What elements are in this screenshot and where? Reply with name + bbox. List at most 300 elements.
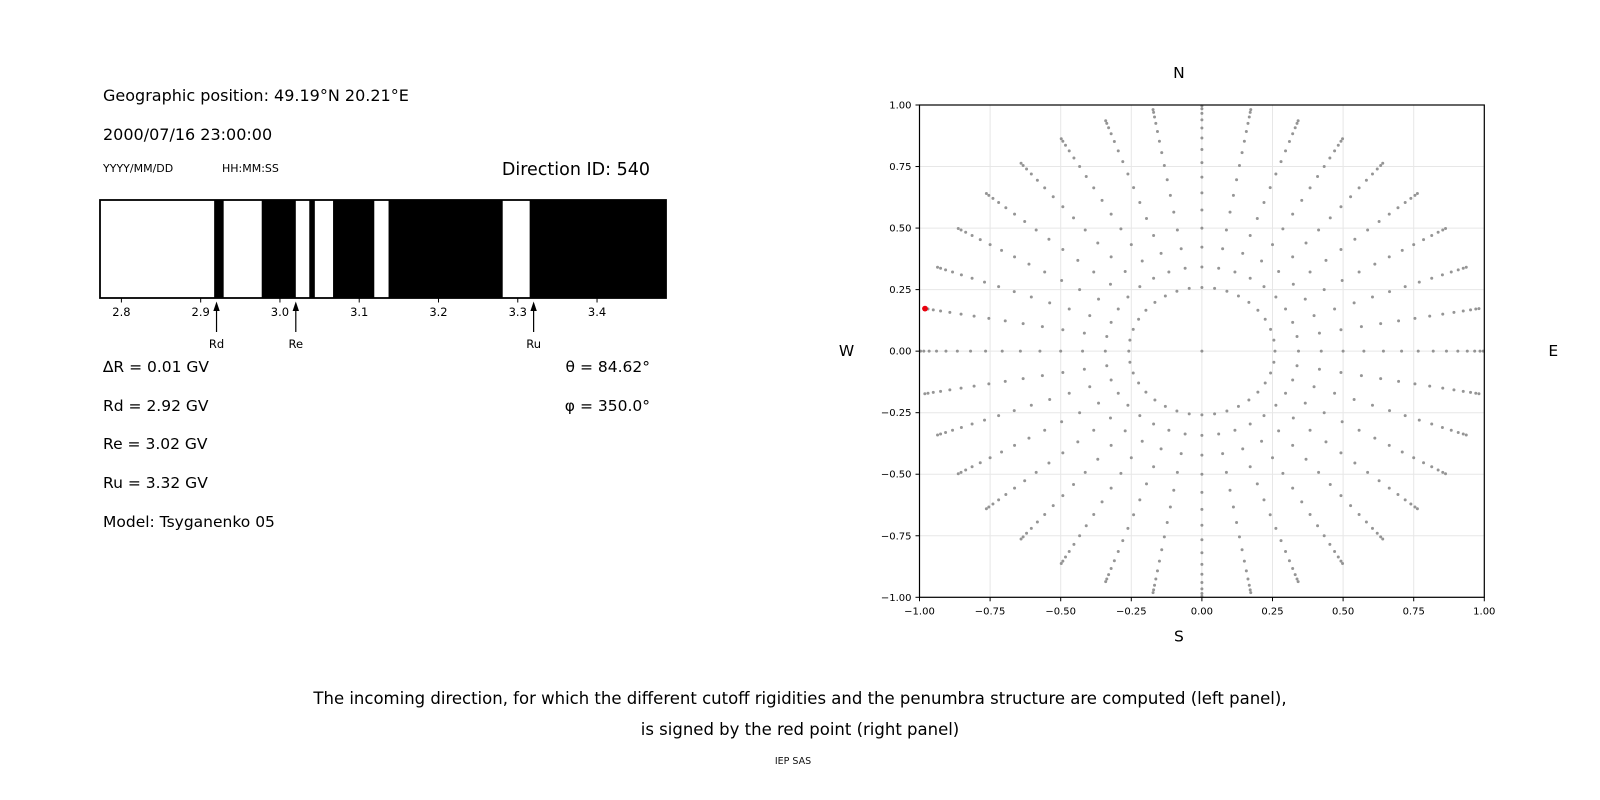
direction-dot [1225, 290, 1228, 293]
direction-dot [1274, 527, 1277, 530]
direction-dot [1365, 521, 1368, 524]
direction-dot [1413, 194, 1416, 197]
direction-dot [1341, 562, 1344, 565]
direction-dot [1324, 440, 1327, 443]
direction-dot [1462, 390, 1465, 393]
direction-dot [1088, 314, 1091, 317]
direction-dot [1249, 111, 1252, 114]
direction-dot [1217, 433, 1220, 436]
x-tick-label: −1.00 [904, 606, 935, 618]
direction-dot [1072, 216, 1075, 219]
direction-dot [1200, 112, 1203, 115]
direction-dot [928, 350, 931, 353]
direction-dot [1366, 471, 1369, 474]
direction-dot [1141, 260, 1144, 263]
direction-dot [1441, 387, 1444, 390]
direction-dot [1200, 563, 1203, 566]
direction-dot [973, 315, 976, 318]
direction-dot [1036, 179, 1039, 182]
direction-dot [1035, 228, 1038, 231]
direction-dot [1465, 266, 1468, 269]
direction-dot [1401, 249, 1404, 252]
direction-dot [987, 194, 990, 197]
cutoff-arrow-label: Rd [208, 337, 225, 351]
direction-dot [1022, 377, 1025, 380]
direction-dot [1109, 417, 1112, 420]
incoming-direction-red-point [922, 306, 928, 312]
direction-dot [1246, 122, 1249, 125]
direction-dot [1180, 247, 1183, 250]
direction-dot [1167, 429, 1170, 432]
direction-dot [1249, 277, 1252, 280]
direction-dot [1353, 398, 1356, 401]
direction-dot [1247, 398, 1250, 401]
compass-east-label: E [1548, 342, 1559, 361]
direction-dot [1200, 581, 1203, 584]
direction-dot [1437, 231, 1440, 234]
direction-dot [1200, 148, 1203, 151]
direction-dot [923, 392, 926, 395]
direction-dot [997, 285, 1000, 288]
direction-dot [1200, 107, 1203, 110]
direction-dot [1324, 259, 1327, 262]
x-tick-label: 3.2 [429, 305, 448, 319]
direction-dot [1323, 411, 1326, 414]
direction-dot [932, 308, 935, 311]
x-tick-label: 2.8 [112, 305, 131, 319]
direction-dot [1339, 494, 1342, 497]
direction-dot [1013, 409, 1016, 412]
direction-dot [960, 273, 963, 276]
direction-dot [927, 392, 930, 395]
direction-dot [1113, 559, 1116, 562]
direction-dot [1153, 584, 1156, 587]
cutoff-arrow-head [213, 302, 219, 312]
direction-dot [1200, 524, 1203, 527]
direction-dot [1413, 317, 1416, 320]
direction-dot [1413, 505, 1416, 508]
direction-dot [1068, 149, 1071, 152]
direction-dot [1160, 252, 1163, 255]
direction-dot [1109, 283, 1112, 286]
direction-dot [957, 227, 960, 230]
delta-r-value: ∆R = 0.01 GV [103, 358, 210, 376]
direction-dot [1141, 440, 1144, 443]
penumbra-band [214, 200, 224, 298]
direction-dot [1388, 444, 1391, 447]
direction-dot [1291, 378, 1294, 381]
direction-dot [1329, 483, 1332, 486]
direction-dot [1328, 156, 1331, 159]
direction-dot [1271, 456, 1274, 459]
direction-dot [1256, 482, 1259, 485]
direction-dot [1269, 186, 1272, 189]
direction-dot [1316, 175, 1319, 178]
direction-dot [1061, 451, 1064, 454]
direction-dot [1200, 473, 1203, 476]
direction-dot [1430, 277, 1433, 280]
direction-dot [1381, 162, 1384, 165]
direction-dot [1166, 178, 1169, 181]
direction-dot [1180, 452, 1183, 455]
direction-dot [1304, 298, 1307, 301]
direction-dot [1107, 573, 1110, 576]
direction-dot [1023, 479, 1026, 482]
direction-dot [1362, 350, 1365, 353]
direction-dot [1030, 404, 1033, 407]
x-tick-label: 3.1 [350, 305, 369, 319]
direction-dot [1030, 172, 1033, 175]
direction-dot [1200, 127, 1203, 130]
direction-dot [1284, 392, 1287, 395]
direction-dot [1060, 279, 1063, 282]
direction-dot [1378, 220, 1381, 223]
direction-dot [1457, 431, 1460, 434]
direction-dot [1200, 208, 1203, 211]
direction-dot [1452, 388, 1455, 391]
direction-dot [1060, 137, 1063, 140]
direction-dot [1262, 285, 1265, 288]
direction-dot [1238, 164, 1241, 167]
direction-dot [1376, 532, 1379, 535]
direction-dot [1020, 537, 1023, 540]
direction-dot [1200, 286, 1203, 289]
direction-dot [1158, 140, 1161, 143]
direction-dot [1164, 405, 1167, 408]
direction-dot [1309, 513, 1312, 516]
direction-dot [1188, 412, 1191, 415]
direction-dot [1113, 140, 1116, 143]
direction-dot [1200, 265, 1203, 268]
direction-dot [1469, 308, 1472, 311]
direction-dot [1200, 161, 1203, 164]
x-tick-label: 0.75 [1402, 606, 1425, 618]
direction-dot [1379, 322, 1382, 325]
compass-south-label: S [1173, 627, 1184, 646]
direction-dot [1249, 423, 1252, 426]
direction-dot [939, 309, 942, 312]
direction-dot [1292, 283, 1295, 286]
direction-dot [1052, 504, 1055, 507]
direction-dot [1333, 550, 1336, 553]
direction-dot [1281, 472, 1284, 475]
direction-dot [971, 234, 974, 237]
direction-dot [1138, 285, 1141, 288]
direction-dot [1256, 391, 1259, 394]
direction-dot [983, 419, 986, 422]
direction-dot [1474, 392, 1477, 395]
direction-dot [969, 350, 972, 353]
time-format-hint: HH:MM:SS [222, 162, 279, 175]
direction-dot [987, 382, 990, 385]
direction-dot [1119, 227, 1122, 230]
direction-dot [1249, 591, 1252, 594]
direction-dot [1221, 247, 1224, 250]
direction-dot [1013, 487, 1016, 490]
direction-dot [1260, 260, 1263, 263]
direction-dot [1333, 308, 1336, 311]
direction-dot [1035, 471, 1038, 474]
direction-dot [1272, 361, 1275, 364]
direction-dot [1444, 472, 1447, 475]
direction-dot [1462, 309, 1465, 312]
direction-dot [1117, 149, 1120, 152]
direction-dot [1353, 462, 1356, 465]
direction-dot [1371, 527, 1374, 530]
direction-dot [1245, 130, 1248, 133]
direction-dot [1412, 456, 1415, 459]
direction-dot [1023, 220, 1026, 223]
direction-dot [1200, 538, 1203, 541]
direction-dot [1126, 172, 1129, 175]
direction-dot [1004, 380, 1007, 383]
direction-dot [1096, 241, 1099, 244]
direction-dot [1092, 271, 1095, 274]
direction-dot [1019, 350, 1022, 353]
direction-dot [1269, 328, 1272, 331]
direction-dot [1262, 414, 1265, 417]
date-format-hint: YYYY/MM/DD [103, 162, 174, 175]
direction-dot [1358, 429, 1361, 432]
direction-dot [1184, 267, 1187, 270]
direction-dot [1294, 126, 1297, 129]
direction-dot [1072, 543, 1075, 546]
direction-dot [1200, 592, 1203, 595]
direction-dot [1232, 505, 1235, 508]
direction-dot [1400, 350, 1403, 353]
direction-dot [1273, 350, 1276, 353]
direction-dot [1175, 410, 1178, 413]
direction-dot [1441, 471, 1444, 474]
direction-dot [1184, 433, 1187, 436]
direction-dot [1277, 270, 1280, 273]
direction-dot [1404, 201, 1407, 204]
direction-dot [1404, 414, 1407, 417]
rd-value: Rd = 2.92 GV [103, 397, 209, 415]
direction-dot [944, 350, 947, 353]
direction-dot [1156, 569, 1159, 572]
re-value: Re = 3.02 GV [103, 435, 208, 453]
direction-dot [1126, 404, 1129, 407]
direction-dot [1462, 433, 1465, 436]
direction-dot [1104, 350, 1107, 353]
x-tick-label: 0.25 [1261, 606, 1284, 618]
direction-dot [1291, 321, 1294, 324]
direction-dot [985, 507, 988, 510]
x-tick-label: 3.4 [587, 305, 607, 319]
direction-dot [1126, 296, 1129, 299]
direction-dot [1264, 382, 1267, 385]
direction-dot [1172, 489, 1175, 492]
direction-dot [1241, 447, 1244, 450]
direction-dot [1052, 195, 1055, 198]
direction-dot [985, 192, 988, 195]
direction-dot [1121, 539, 1124, 542]
direction-dot [1154, 577, 1157, 580]
direction-dot [1260, 440, 1263, 443]
direction-dot [1117, 550, 1120, 553]
direction-dot [1428, 385, 1431, 388]
direction-dot [1064, 556, 1067, 559]
direction-dot [1300, 199, 1303, 202]
direction-dot [964, 469, 967, 472]
direction-dot [1473, 350, 1476, 353]
direction-dot [1450, 429, 1453, 432]
direction-dot [1153, 301, 1156, 304]
direction-dot [1061, 328, 1064, 331]
direction-dot [1110, 321, 1113, 324]
direction-dot [1060, 420, 1063, 423]
direction-dot [1153, 115, 1156, 118]
direction-dot [1339, 205, 1342, 208]
direction-dot [1296, 335, 1299, 338]
direction-dot [1221, 452, 1224, 455]
cutoff-arrow-head [530, 302, 536, 312]
direction-dot [1248, 115, 1251, 118]
direction-dot [1264, 318, 1267, 321]
credit-label: IEP SAS [774, 756, 812, 767]
direction-dot [1274, 404, 1277, 407]
datetime-label: 2000/07/16 23:00:00 [103, 125, 273, 144]
direction-dot [1241, 252, 1244, 255]
direction-dot [1404, 285, 1407, 288]
direction-dot [1132, 371, 1135, 374]
direction-dot [1457, 268, 1460, 271]
y-tick-label: 0.75 [889, 162, 912, 174]
direction-dot [1237, 405, 1240, 408]
direction-dot [1249, 108, 1252, 111]
direction-dot [1397, 380, 1400, 383]
direction-dot [1373, 263, 1376, 266]
direction-dot [1200, 136, 1203, 139]
direction-dot [1200, 191, 1203, 194]
direction-dot [956, 350, 959, 353]
x-tick-label: −0.75 [974, 606, 1006, 618]
direction-dot [1418, 419, 1421, 422]
direction-dot [1217, 267, 1220, 270]
direction-dot [1072, 483, 1075, 486]
direction-dot [1163, 164, 1166, 167]
direction-dot [1297, 350, 1300, 353]
direction-dot [1166, 521, 1169, 524]
direction-dot [1225, 471, 1228, 474]
direction-dot [951, 271, 954, 274]
direction-dot [960, 387, 963, 390]
direction-dot [1104, 580, 1107, 583]
direction-dot [1022, 322, 1025, 325]
cutoff-arrow-label: Re [288, 337, 304, 351]
direction-dot [1138, 201, 1141, 204]
direction-dot [1432, 350, 1435, 353]
direction-dot [1043, 429, 1046, 432]
direction-dot [1200, 508, 1203, 511]
direction-dot [1339, 248, 1342, 251]
direction-dot [1337, 144, 1340, 147]
direction-dot [1110, 213, 1113, 216]
direction-dot [1441, 273, 1444, 276]
direction-dot [1474, 308, 1477, 311]
direction-dot [1441, 313, 1444, 316]
direction-dot [1353, 301, 1356, 304]
penumbra-band [262, 200, 296, 298]
direction-dot [1271, 243, 1274, 246]
direction-dot [1169, 194, 1172, 197]
direction-dot [1235, 521, 1238, 524]
direction-dot [957, 472, 960, 475]
direction-dot [935, 350, 938, 353]
direction-dot [1365, 179, 1368, 182]
direction-dot [1430, 234, 1433, 237]
direction-dot [1200, 434, 1203, 437]
direction-dot [989, 456, 992, 459]
geographic-position-label: Geographic position: 49.19°N 20.21°E [103, 86, 409, 105]
direction-dot [1117, 308, 1120, 311]
direction-dot [1313, 385, 1316, 388]
direction-dot [1105, 577, 1108, 580]
direction-dot [1235, 178, 1238, 181]
caption-line-1: The incoming direction, for which the different cutoff rigidities and the penumbra structure are computed (left panel), [313, 689, 1287, 708]
direction-dot [1416, 192, 1419, 195]
direction-dot [1296, 577, 1299, 580]
direction-dot [936, 434, 939, 437]
direction-dot [1388, 290, 1391, 293]
direction-dot [1305, 458, 1308, 461]
direction-dot [939, 390, 942, 393]
direction-dot [1249, 465, 1252, 468]
direction-dot [1038, 350, 1041, 353]
direction-dot [1025, 532, 1028, 535]
direction-dot [1124, 429, 1127, 432]
direction-dot [1128, 339, 1131, 342]
direction-dot [1304, 402, 1307, 405]
direction-dot [1462, 267, 1465, 270]
direction-dot [1249, 234, 1252, 237]
direction-dot [1060, 562, 1063, 565]
direction-dot [1309, 271, 1312, 274]
direction-dot [1477, 392, 1480, 395]
direction-dot [1339, 371, 1342, 374]
direction-dot [1110, 567, 1113, 570]
direction-dot [1388, 487, 1391, 490]
direction-dot [1284, 550, 1287, 553]
direction-dot [1288, 559, 1291, 562]
x-tick-label: 3.0 [270, 305, 290, 319]
direction-dot [1373, 437, 1376, 440]
direction-dot [939, 267, 942, 270]
direction-dot [1469, 391, 1472, 394]
direction-dot [1358, 271, 1361, 274]
direction-dot [1274, 296, 1277, 299]
direction-dot [1360, 374, 1363, 377]
direction-dot [971, 277, 974, 280]
direction-dot [1444, 227, 1447, 230]
direction-dot [1291, 444, 1294, 447]
direction-dot [1200, 350, 1203, 353]
direction-dot [997, 498, 1000, 501]
direction-plot [820, 40, 1559, 665]
direction-dot [1417, 350, 1420, 353]
direction-dot [1323, 534, 1326, 537]
direction-dot [1445, 350, 1448, 353]
direction-dot [1200, 587, 1203, 590]
direction-dot [1041, 325, 1044, 328]
direction-dot [1382, 350, 1385, 353]
direction-dot [932, 391, 935, 394]
direction-dot [1144, 391, 1147, 394]
direction-dot [1269, 513, 1272, 516]
direction-dot [1381, 537, 1384, 540]
direction-dot [1225, 410, 1228, 413]
